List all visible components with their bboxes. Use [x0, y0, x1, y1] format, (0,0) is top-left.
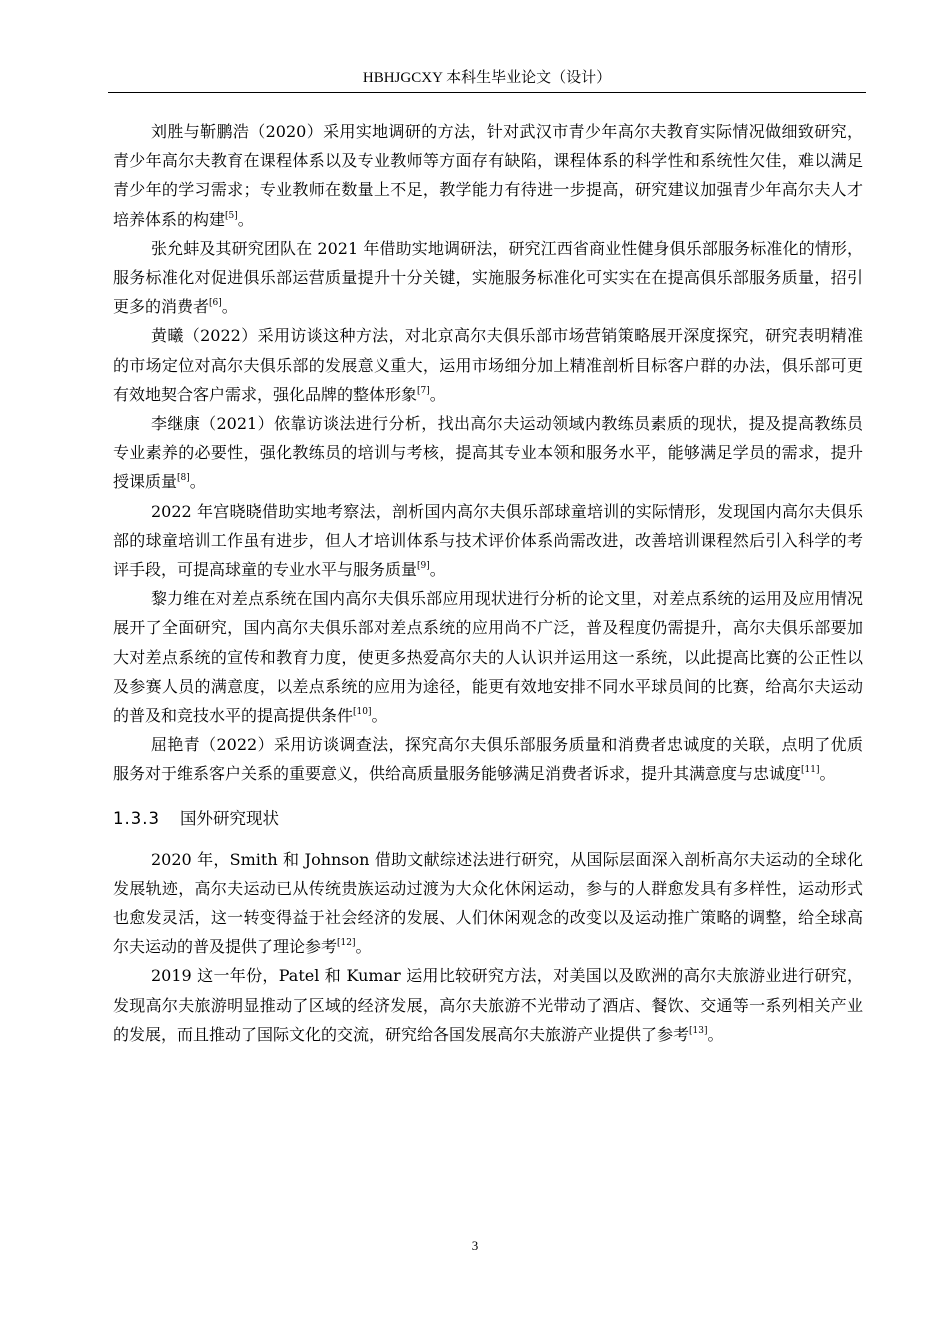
- section-heading: [113, 806, 863, 832]
- citation: [12]: [337, 938, 356, 949]
- paragraph: 黄曦（2022）采用访谈这种方法，对北京高尔夫俱乐部市场营销策略展开深度探究，研究表明精准的市场定位对高尔夫俱乐部的发展意义重大，运用市场细分加上精准剖析目标客户群的办法，俱乐部可更有效地契合客户需求，强化品牌的整体形象[7]。: [113, 326, 863, 404]
- section-number: 1.3.3: [113, 808, 160, 828]
- paragraph: 黎力维在对差点系统在国内高尔夫俱乐部应用现状进行分析的论文里，对差点系统的运用及应用情况展开了全面研究，国内高尔夫俱乐部对差点系统的应用尚不广泛，普及程度仍需提升，高尔夫俱乐部要加大对差点系统的宣传和教育力度，使更多热爱高尔夫的人认识并运用这一系统，以此提高比赛的公正性以及参赛人员的满意度，以差点系统的应用为途径，能更有效地安排不同水平球员间的比赛，给高尔夫运动的普及和竞技水平的提高提供条件[10]。: [113, 589, 863, 726]
- running-header: HBHJGCXY 本科生毕业论文（设计）: [362, 70, 612, 86]
- section-title: 国外研究现状: [179, 808, 279, 828]
- paragraph: 2019 这一年份，Patel 和 Kumar 运用比较研究方法，对美国以及欧洲的高尔夫旅游业进行研究，发现高尔夫旅游明显推动了区域的经济发展，高尔夫旅游不光带动了酒店、餐饮、交通等一系列相关产业的发展，而且推动了国际文化的交流，研究给各国发展高尔夫旅游产业提供了参考[13]。: [113, 966, 863, 1044]
- page-number: 3: [471, 1238, 479, 1253]
- citation: [5]: [225, 210, 238, 221]
- paragraph: 李继康（2021）依靠访谈法进行分析，找出高尔夫运动领域内教练员素质的现状，提及提高教练员专业素养的必要性，强化教练员的培训与考核，提高其专业本领和服务水平，能够满足学员的需求，提升授课质量[8]。: [113, 414, 863, 492]
- citation: [8]: [177, 473, 190, 484]
- citation: [9]: [417, 561, 430, 572]
- citation: [6]: [209, 298, 222, 309]
- paragraph: 2022 年宫晓晓借助实地考察法，剖析国内高尔夫俱乐部球童培训的实际情形，发现国内高尔夫俱乐部的球童培训工作虽有进步，但人才培训体系与技术评价体系尚需改进，改善培训课程然后引入科学的考评手段，可提高球童的专业水平与服务质量[9]。: [113, 501, 863, 580]
- paragraph: 2020 年，Smith 和 Johnson 借助文献综述法进行研究，从国际层面深入剖析高尔夫运动的全球化发展轨迹，高尔夫运动已从传统贵族运动过渡为大众化休闲运动，参与的人群愈发具有多样性，运动形式也愈发灵活，这一转变得益于社会经济的发展、人们休闲观念的改变以及运动推广策略的调整，给全球高尔夫运动的普及提供了理论参考[12]。: [113, 849, 863, 957]
- citation: [13]: [689, 1025, 708, 1036]
- paragraph: 张允蚌及其研究团队在 2021 年借助实地调研法，研究江西省商业性健身俱乐部服务标准化的情形，服务标准化对促进俱乐部运营质量提升十分关键，实施服务标准化可实实在在提高俱乐部服务质量，招引更多的消费者[6]。: [113, 238, 863, 317]
- citation: [10]: [353, 707, 372, 718]
- paragraph: 屈艳青（2022）采用访谈调查法，探究高尔夫俱乐部服务质量和消费者忠诚度的关联，点明了优质服务对于维系客户关系的重要意义，供给高质量服务能够满足消费者诉求，提升其满意度与忠诚度[11]。: [113, 735, 863, 784]
- body-text: [113, 117, 863, 1049]
- header-rule: [108, 92, 866, 93]
- citation: [7]: [417, 385, 430, 396]
- paragraph: 刘胜与靳鹏浩（2020）采用实地调研的方法，针对武汉市青少年高尔夫教育实际情况做细致研究，青少年高尔夫教育在课程体系以及专业教师等方面存有缺陷，课程体系的科学性和系统性欠佳，难以满足青少年的学习需求；专业教师在数量上不足，教学能力有待进一步提高，研究建议加强青少年高尔夫人才培养体系的构建[5]。: [113, 122, 863, 229]
- citation: [11]: [801, 765, 820, 776]
